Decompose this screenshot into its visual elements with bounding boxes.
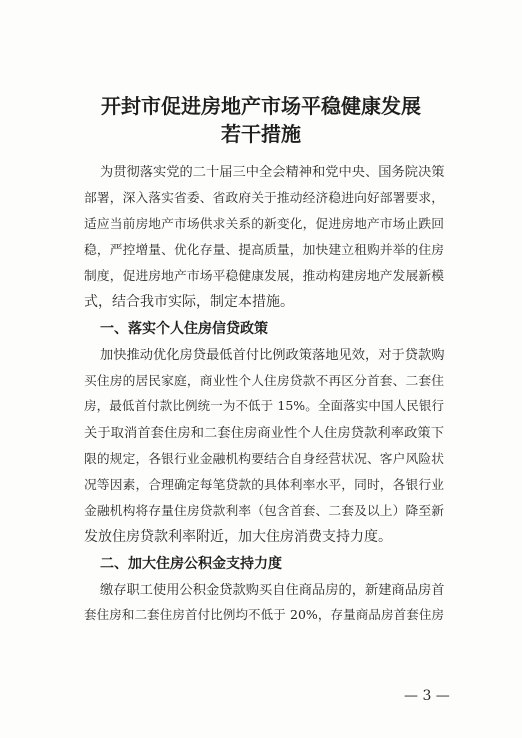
document-title-line2: 若干措施 [221,122,301,146]
section1-line: 买住房的居民家庭，商业性个人住房贷款不再区分首套、二套住 [84,374,444,389]
section1-line: 房，最低首付款比例统一为不低于 15%。全面落实中国人民银行 [84,398,444,413]
intro-line: 稳，严控增量、优化存量、提高质量，加快建立租购并举的住房 [84,243,444,258]
intro-line: 为贯彻落实党的二十届三中全会精神和党中央、国务院决策 [100,165,445,180]
section-heading: 二、加大住房公积金支持力度 [100,556,282,572]
intro-line: 制度，促进房地产市场平稳健康发展，推动构建房地产发展新模 [84,269,444,284]
section1-line: 况等因素，合理确定每笔贷款的具体利率水平，同时，各银行业 [84,478,444,493]
section2-line: 缴存职工使用公积金贷款购买自住商品房的，新建商品房首 [100,583,445,598]
section2-line: 套住房和二套住房首付比例均不低于 20%，存量商品房首套住房 [84,607,444,622]
intro-line: 式，结合我市实际，制定本措施。 [84,294,294,310]
document-title-line1: 开封市促进房地产市场平稳健康发展 [101,94,421,118]
intro-line: 适应当前房地产市场供求关系的新变化，促进房地产市场止跌回 [84,217,444,232]
intro-line: 部署，深入落实省委、省政府关于推动经济稳进向好部署要求， [84,191,444,206]
section1-line: 发放住房贷款利率附近，加大住房消费支持力度。 [84,529,392,545]
page-number: — 3 — [404,688,450,704]
section-heading: 一、落实个人住房信贷政策 [100,321,268,337]
section1-line: 限的规定，各银行业金融机构要结合自身经营状况、客户风险状 [84,452,444,467]
section1-line: 关于取消首套住房和二套住房商业性个人住房贷款利率政策下 [84,426,444,441]
section1-line: 金融机构将存量住房贷款利率（包含首套、二套及以上）降至新 [84,504,444,519]
section1-line: 加快推动优化房贷最低首付比例政策落地见效，对于贷款购 [100,348,445,363]
